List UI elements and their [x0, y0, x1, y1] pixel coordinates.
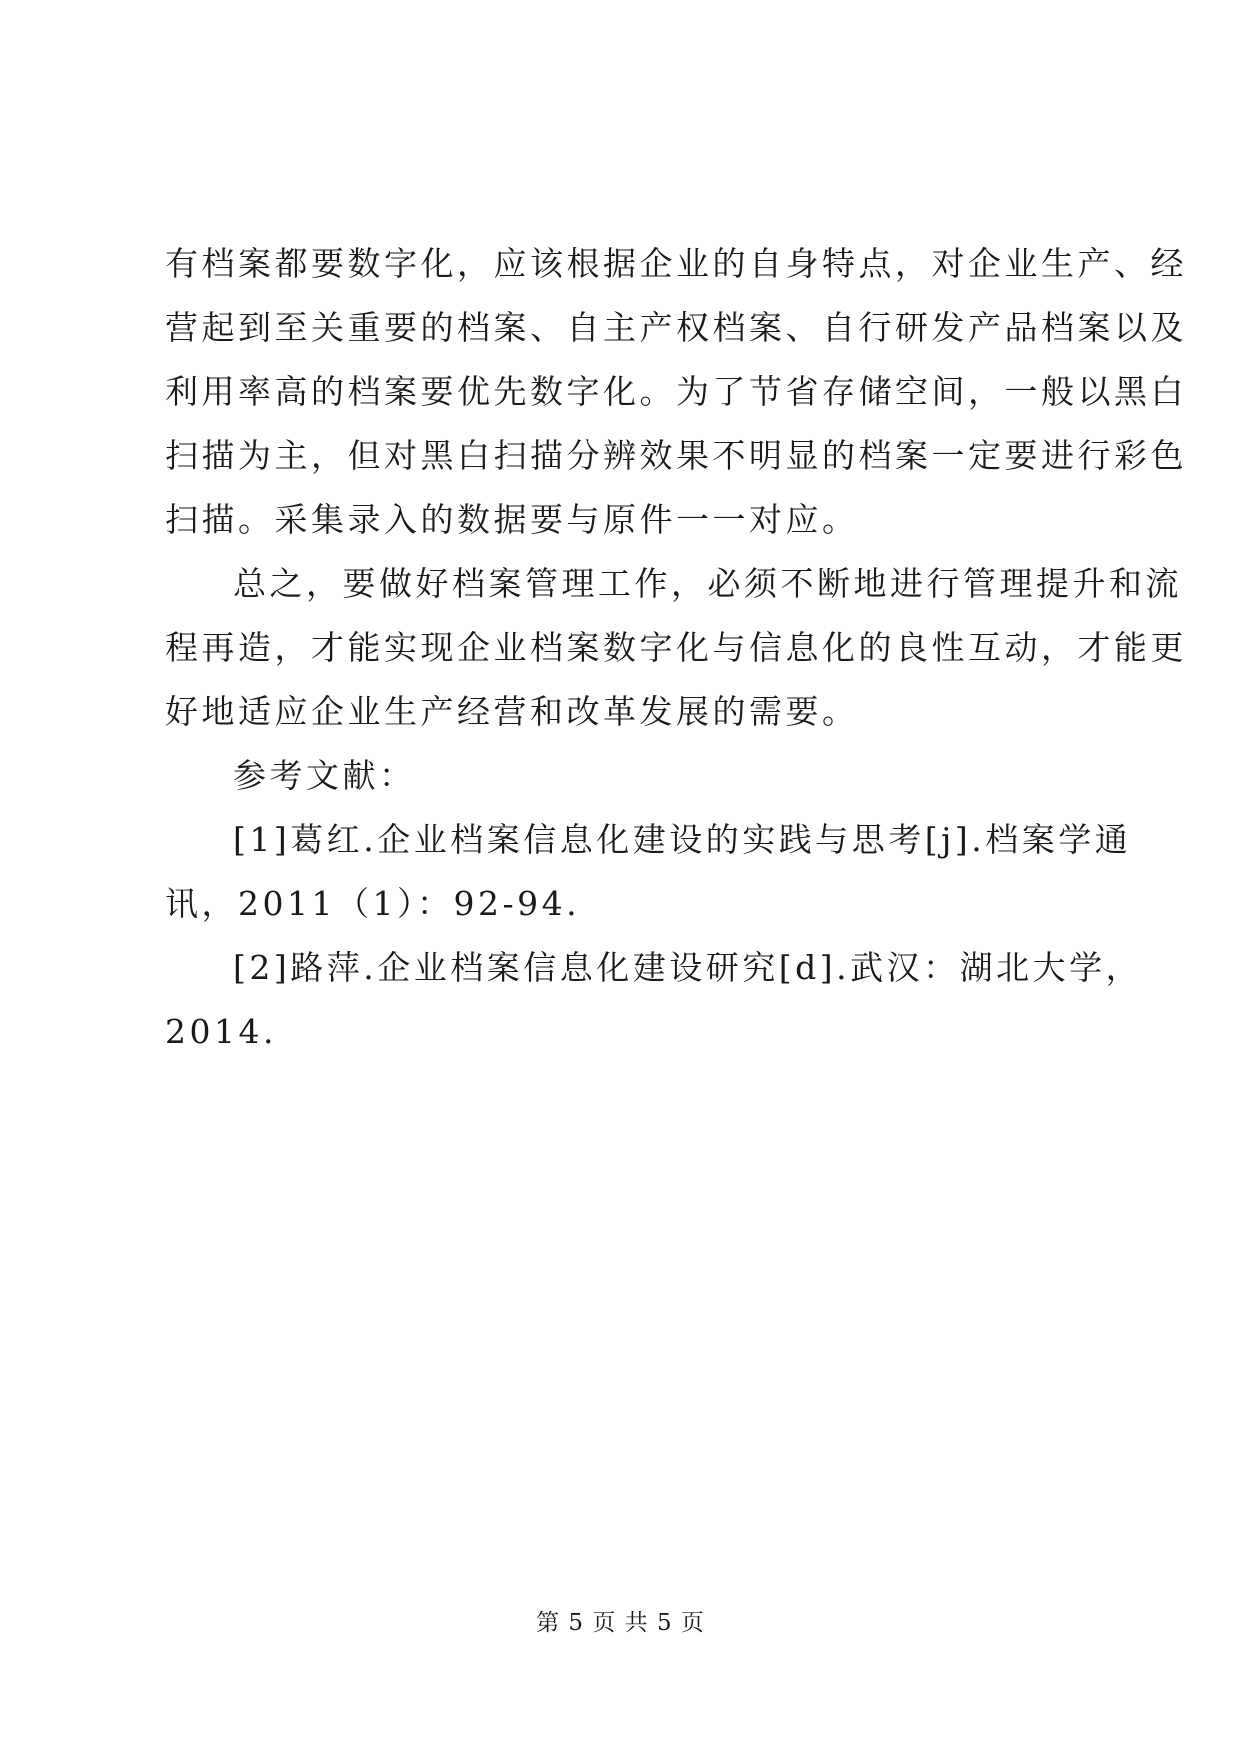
paragraph-line: 营起到至关重要的档案、自主产权档案、自行研发产品档案以及	[165, 308, 1187, 347]
references-heading: 参考文献：	[233, 756, 416, 795]
paragraph-line: 扫描。采集录入的数据要与原件一一对应。	[165, 500, 859, 539]
paragraph-line: 利用率高的档案要优先数字化。为了节省存储空间，一般以黑白	[165, 372, 1187, 411]
page-number-label: 第 5 页 共 5 页	[536, 1610, 705, 1636]
reference-item-continuation: 讯，2011（1）：92-94.	[165, 884, 581, 923]
page-footer	[0, 1604, 1241, 1637]
reference-item: [1]葛红.企业档案信息化建设的实践与思考[j].档案学通	[233, 820, 1132, 859]
document-body	[165, 232, 1187, 1064]
paragraph-line: 程再造，才能实现企业档案数字化与信息化的良性互动，才能更	[165, 628, 1187, 667]
reference-item: [2]路萍.企业档案信息化建设研究[d].武汉：湖北大学，	[233, 948, 1143, 987]
paragraph-line: 扫描为主，但对黑白扫描分辨效果不明显的档案一定要进行彩色	[165, 436, 1187, 475]
paragraph-line: 总之，要做好档案管理工作，必须不断地进行管理提升和流	[233, 564, 1182, 603]
reference-item-continuation: 2014.	[165, 1012, 277, 1051]
paragraph-line: 有档案都要数字化，应该根据企业的自身特点，对企业生产、经	[165, 244, 1187, 283]
paragraph-line: 好地适应企业生产经营和改革发展的需要。	[165, 692, 859, 731]
